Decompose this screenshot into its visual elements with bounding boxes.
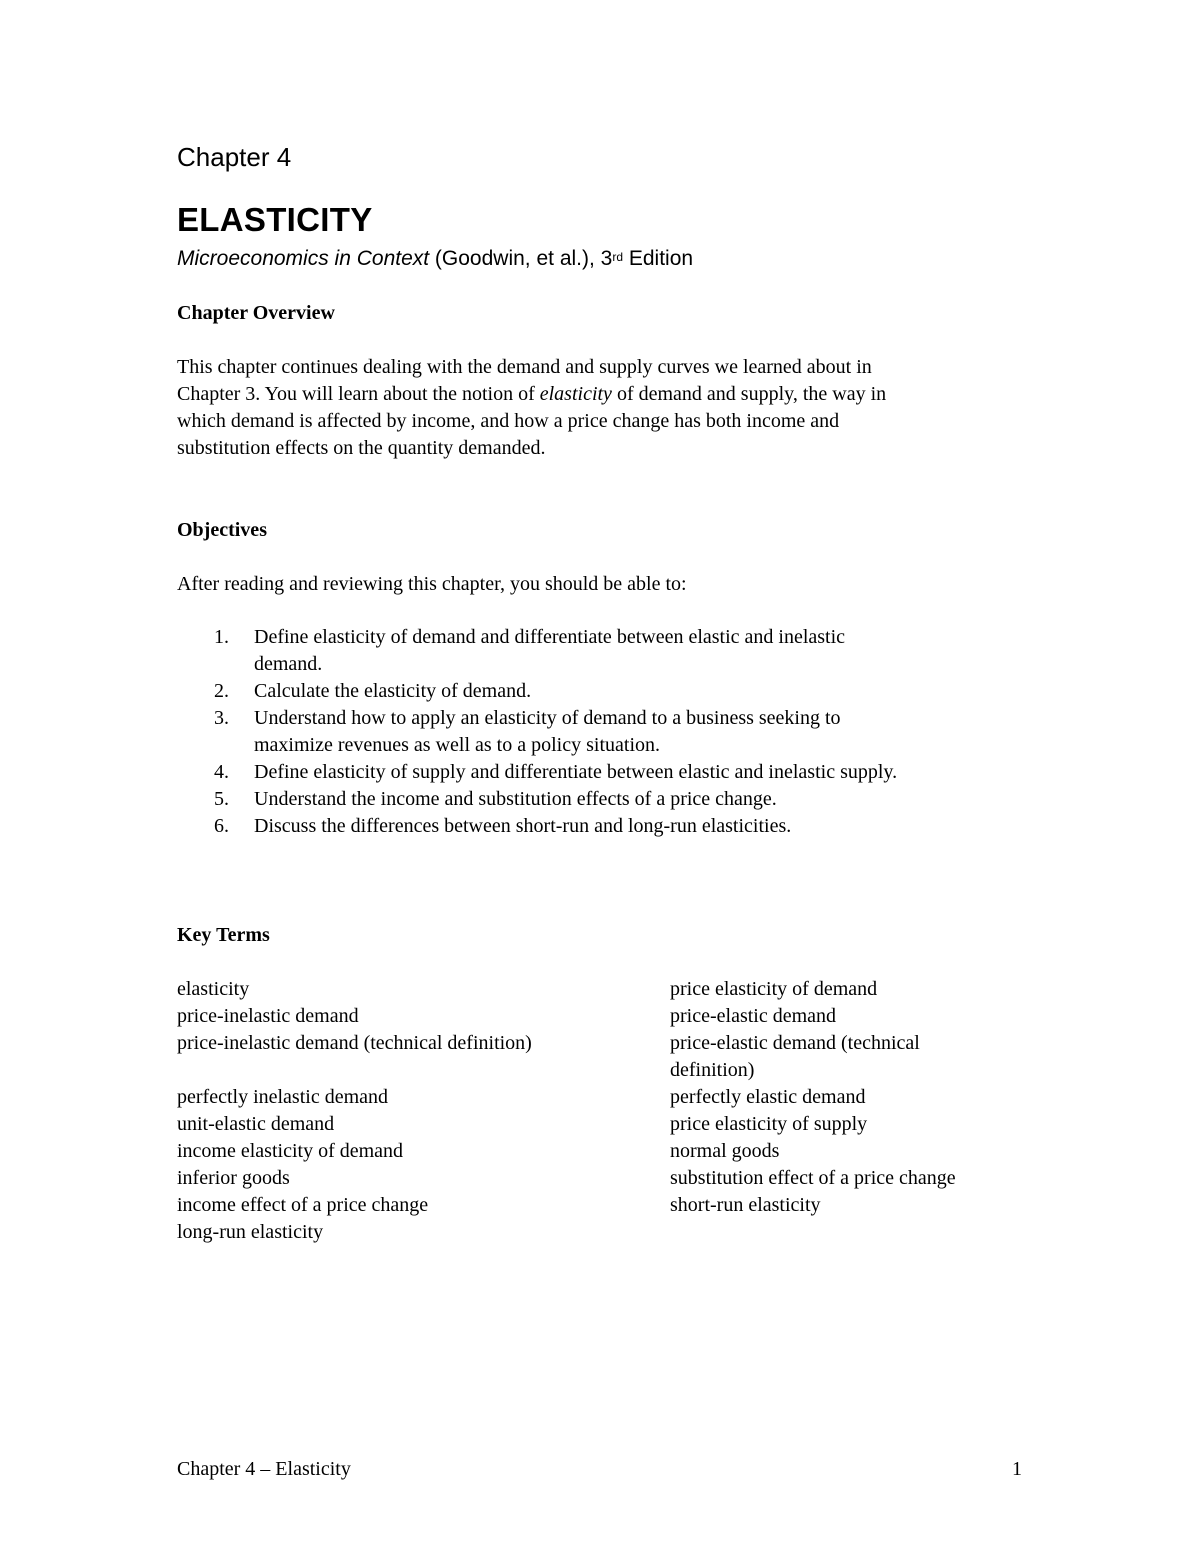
- objective-number: 2.: [214, 680, 229, 702]
- chapter-label: Chapter 4: [177, 142, 292, 172]
- overview-line-4: substitution effects on the quantity demanded.: [177, 437, 546, 459]
- chapter-title: ELASTICITY: [177, 201, 373, 238]
- key-term: perfectly elastic demand: [670, 1086, 866, 1108]
- overview-heading: Chapter Overview: [177, 302, 335, 324]
- key-term: inferior goods: [177, 1167, 290, 1189]
- objective-text-continued: demand.: [254, 653, 323, 675]
- key-term: substitution effect of a price change: [670, 1167, 956, 1189]
- key-term: price elasticity of demand: [670, 978, 878, 1000]
- objective-item: [177, 624, 1037, 678]
- objective-text: Define elasticity of supply and differentiate between elastic and inelastic supply.: [254, 761, 898, 783]
- objective-item: [177, 759, 1037, 786]
- key-term: price-inelastic demand (technical definition): [177, 1032, 532, 1054]
- overview-line-1: This chapter continues dealing with the demand and supply curves we learned about in: [177, 356, 872, 378]
- edition-label: Edition: [623, 247, 694, 270]
- objective-number: 3.: [214, 707, 229, 729]
- key-term: price-elastic demand: [670, 1005, 837, 1027]
- key-term: normal goods: [670, 1140, 780, 1162]
- objectives-list: [177, 624, 1037, 840]
- overview-line-2-start: Chapter 3. You will learn about the notion of: [177, 383, 540, 405]
- book-title: Microeconomics in Context: [177, 247, 430, 270]
- footer-title: Chapter 4 – Elasticity: [177, 1458, 351, 1480]
- objective-text: Discuss the differences between short-run and long-run elasticities.: [254, 815, 792, 837]
- key-term: short-run elasticity: [670, 1194, 821, 1216]
- key-term: price-inelastic demand: [177, 1005, 359, 1027]
- objective-item: [177, 786, 1037, 813]
- key-term: long-run elasticity: [177, 1221, 324, 1243]
- key-terms-right-column: [670, 976, 956, 1219]
- key-term: income elasticity of demand: [177, 1140, 404, 1162]
- key-term: price-elastic demand (technical: [670, 1032, 920, 1054]
- objective-text: Calculate the elasticity of demand.: [254, 680, 532, 702]
- overview-line-2-end: of demand and supply, the way in: [611, 383, 887, 405]
- objective-item: [177, 813, 1037, 840]
- objective-item: [177, 678, 1037, 705]
- book-subtitle: [177, 244, 693, 274]
- key-terms-heading: Key Terms: [177, 924, 270, 946]
- key-term: unit-elastic demand: [177, 1113, 335, 1135]
- objective-text-continued: maximize revenues as well as to a policy situation.: [254, 734, 660, 756]
- key-term-spacer: [177, 1057, 532, 1084]
- objective-number: 1.: [214, 626, 229, 648]
- objective-text: Understand how to apply an elasticity of demand to a business seeking to: [254, 707, 841, 729]
- objective-number: 4.: [214, 761, 229, 783]
- key-term: perfectly inelastic demand: [177, 1086, 389, 1108]
- page-number: 1: [1012, 1458, 1022, 1480]
- book-authors: (Goodwin, et al.), 3: [429, 247, 613, 270]
- elasticity-emphasis: elasticity: [539, 383, 612, 405]
- key-term: income effect of a price change: [177, 1194, 429, 1216]
- key-term: price elasticity of supply: [670, 1113, 868, 1135]
- key-terms-left-column: [177, 976, 532, 1246]
- key-term-continued: definition): [670, 1059, 755, 1081]
- objective-text: Define elasticity of demand and differentiate between elastic and inelastic: [254, 626, 846, 648]
- objective-text: Understand the income and substitution effects of a price change.: [254, 788, 777, 810]
- objective-number: 5.: [214, 788, 229, 810]
- overview-line-3: which demand is affected by income, and how a price change has both income and: [177, 410, 840, 432]
- objectives-heading: Objectives: [177, 519, 267, 541]
- objectives-intro: After reading and reviewing this chapter, you should be able to:: [177, 573, 687, 595]
- overview-paragraph: [177, 354, 1037, 462]
- edition-superscript: rd: [612, 250, 624, 264]
- objective-number: 6.: [214, 815, 229, 837]
- objective-item: [177, 705, 1037, 759]
- overview-line-2: [177, 381, 1037, 408]
- key-term: elasticity: [177, 978, 250, 1000]
